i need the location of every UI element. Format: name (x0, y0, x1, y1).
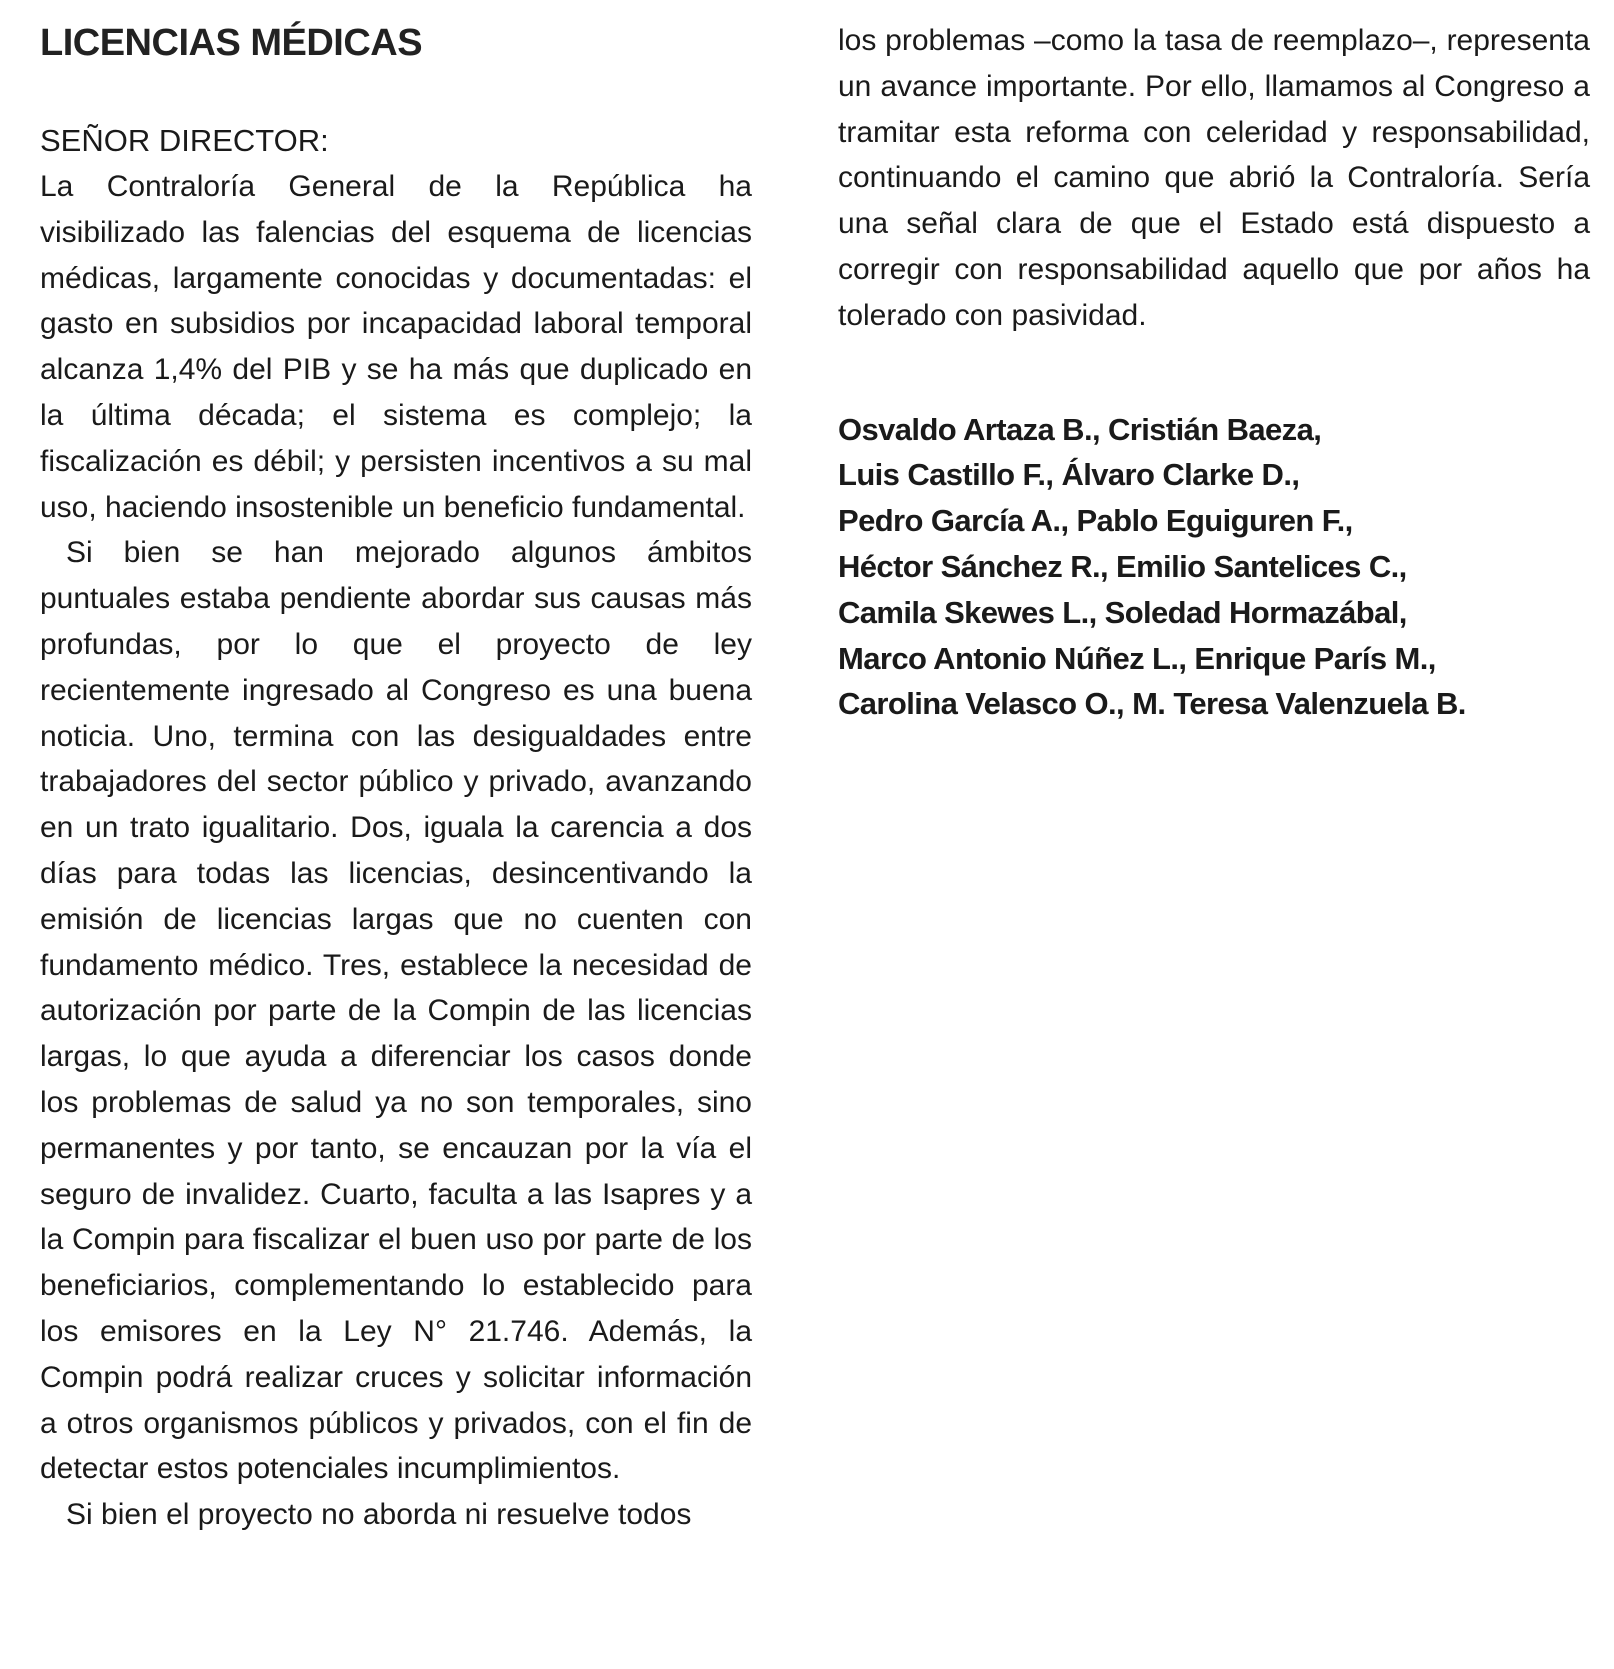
signature-line: Héctor Sánchez R., Emilio Santelices C., (838, 548, 1407, 584)
paragraph-3-start: Si bien el proyecto no aborda ni resuelve todos (66, 1498, 692, 1532)
signature-line: Carolina Velasco O., M. Teresa Valenzuela B. (838, 686, 1466, 722)
signature-line: Marco Antonio Núñez L., Enrique París M., (838, 640, 1436, 676)
headline: LICENCIAS MÉDICAS (40, 22, 423, 64)
signature-line: Pedro García A., Pablo Eguiguren F., (838, 503, 1353, 539)
paragraph-1: La Contraloría General de la República ha visibilizado las falencias del esquema de licencias médicas, largamente conocidas y documentadas: el gasto en subsidios por incapacidad laboral temporal alcanza 1,4% del PIB y se ha más que duplicado en la última década; el sistema es complejo; la fiscalización es débil; y persisten incentivos a su mal uso, haciendo insostenible un beneficio fundamental. (40, 170, 752, 524)
letter-body (40, 164, 752, 1538)
signature-line: Osvaldo Artaza B., Cristián Baeza, (838, 411, 1322, 447)
paragraph-3-continued: los problemas –como la tasa de reemplazo–, representa un avance importante. Por ello, llamamos al Congreso a tramitar esta reforma con celeridad y responsabilidad, continuando el camino que abrió la Contraloría. Sería una señal clara de que el Estado está dispuesto a corregir con responsabilidad aquello que por años ha tolerado con pasividad. (838, 24, 1590, 332)
signatures (838, 407, 1590, 728)
right-column (838, 18, 1590, 727)
signature-line: Luis Castillo F., Álvaro Clarke D., (838, 457, 1300, 493)
salutation: SEÑOR DIRECTOR: (40, 123, 329, 158)
paragraph-2: Si bien se han mejorado algunos ámbitos puntuales estaba pendiente abordar sus causas más profundas, por lo que el proyecto de ley recientemente ingresado al Congreso es una buena noticia. Uno, termina con las desigualdades entre trabajadores del sector público y privado, avanzando en un trato igualitario. Dos, iguala la carencia a dos días para todas las licencias, desincentivando la emisión de licencias largas que no cuenten con fundamento médico. Tres, establece la necesidad de autorización por parte de la Compin de las licencias largas, lo que ayuda a diferenciar los casos donde los problemas de salud ya no son temporales, sino permanentes y por tanto, se encauzan por la vía el seguro de invalidez. Cuarto, faculta a las Isapres y a la Compin para fiscalizar el buen uso por parte de los beneficiarios, complementando lo establecido para los emisores en la Ley N° 21.746. Además, la Compin podrá realizar cruces y solicitar información a otros organismos públicos y privados, con el fin de detectar estos potenciales incumplimientos. (40, 536, 752, 1486)
left-column (40, 14, 752, 1538)
signature-line: Camila Skewes L., Soledad Hormazábal, (838, 594, 1407, 630)
